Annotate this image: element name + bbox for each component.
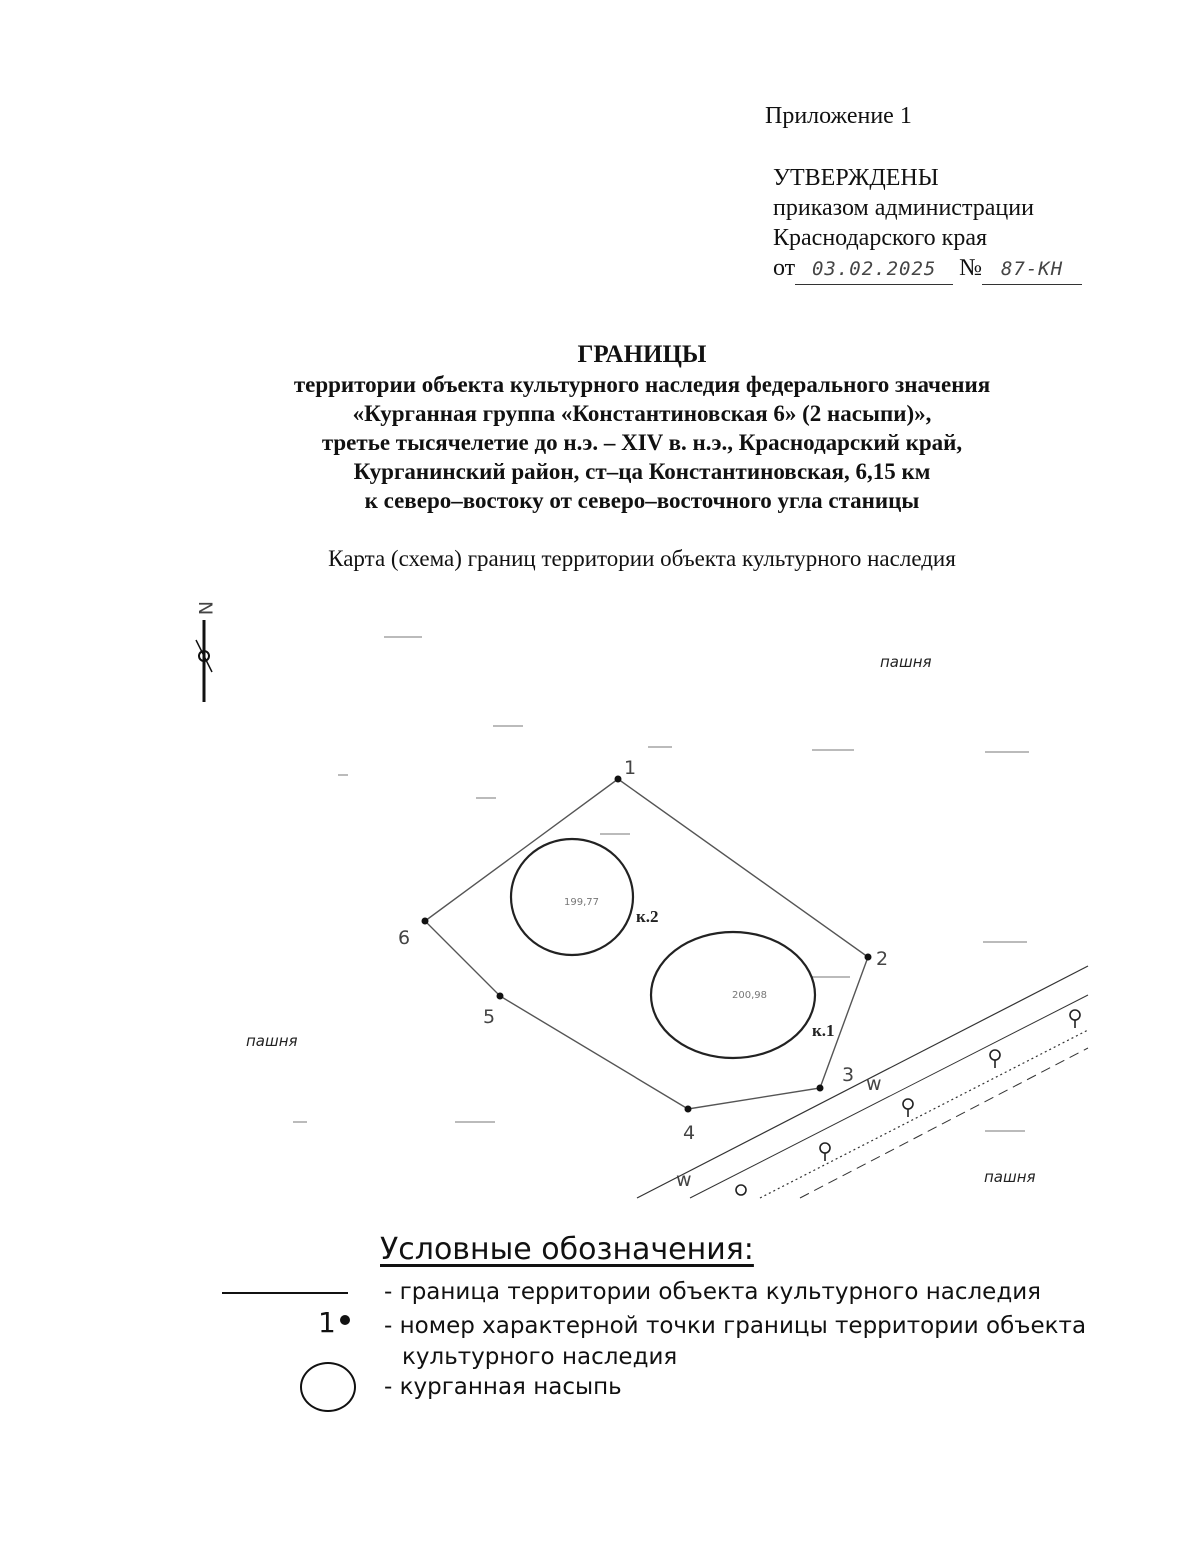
point-label-1: 1	[624, 757, 637, 779]
approval-line-2: приказом администрации	[773, 195, 1034, 221]
mound-k2-elevation: 199,77	[564, 897, 599, 908]
tree-icon	[820, 1143, 830, 1161]
legend-item-point-cont: культурного наследия	[402, 1344, 678, 1370]
point-label-6: 6	[398, 927, 411, 949]
elevation-marks	[293, 636, 1029, 1132]
mound-k1-elevation: 200,98	[732, 990, 767, 1001]
road-marker: w	[866, 1073, 882, 1095]
point-label-3: 3	[842, 1064, 855, 1086]
point-label-5: 5	[483, 1006, 496, 1028]
heritage-boundary	[425, 779, 868, 1109]
subtitle-line: к северо–востоку от северо–восточного угла станицы	[364, 488, 920, 513]
handwritten-number: 87-КН	[982, 254, 1082, 285]
map-caption: Карта (схема) границ территории объекта культурного наследия	[328, 546, 956, 571]
tree-icon	[1070, 1010, 1080, 1028]
document-title: ГРАНИЦЫ	[577, 341, 707, 368]
legend-point-dot-icon	[340, 1315, 350, 1325]
road-strip	[637, 966, 1088, 1198]
legend-mound-circle-icon	[300, 1362, 356, 1412]
legend-point-number: 1	[318, 1306, 336, 1339]
subtitle-line: третье тысячелетие до н.э. – XIV в. н.э., Краснодарский край,	[321, 430, 963, 455]
legend-item-point: - номер характерной точки границы территории объекта	[384, 1313, 1087, 1339]
field-label-pashnya: пашня	[984, 1168, 1036, 1186]
subtitle-line: «Курганная группа «Константиновская 6» (2 насыпи)»,	[352, 401, 932, 426]
appendix-label: Приложение 1	[765, 103, 912, 129]
field-label-pashnya: пашня	[246, 1032, 298, 1050]
point-label-4: 4	[683, 1122, 696, 1144]
handwritten-date: 03.02.2025	[795, 254, 953, 285]
boundary-point-3	[817, 1085, 824, 1092]
legend-boundary-line-symbol	[222, 1292, 348, 1294]
approval-line-1: УТВЕРЖДЕНЫ	[773, 165, 939, 191]
legend-point-symbol	[318, 1306, 350, 1339]
legend-item-boundary: - граница территории объекта культурного наследия	[384, 1279, 1042, 1305]
boundary-point-5	[497, 993, 504, 1000]
legend-item-mound: - курганная насыпь	[384, 1374, 622, 1400]
north-label: N	[194, 601, 216, 616]
boundary-point-4	[685, 1106, 692, 1113]
tree-icon	[736, 1185, 746, 1195]
mound-k2-label: к.2	[636, 907, 659, 926]
tree-icon	[990, 1050, 1000, 1068]
boundary-point-2	[865, 954, 872, 961]
boundary-points	[422, 776, 872, 1113]
subtitle-line: территории объекта культурного наследия федерального значения	[293, 372, 991, 397]
point-label-2: 2	[876, 948, 889, 970]
number-prefix: №	[959, 255, 983, 281]
boundary-point-1	[615, 776, 622, 783]
road-marker: w	[676, 1169, 692, 1191]
legend-title: Условные обозначения:	[380, 1232, 754, 1267]
subtitle-line: Курганинский район, ст–ца Константиновская, 6,15 км	[353, 459, 931, 484]
tree-icon	[903, 1099, 913, 1117]
mound-k1-label: к.1	[812, 1021, 835, 1040]
date-prefix: от	[773, 255, 796, 281]
boundary-point-6	[422, 918, 429, 925]
approval-line-3: Краснодарского края	[773, 225, 988, 251]
field-label-pashnya: пашня	[880, 653, 932, 671]
north-arrow-icon	[194, 601, 216, 702]
